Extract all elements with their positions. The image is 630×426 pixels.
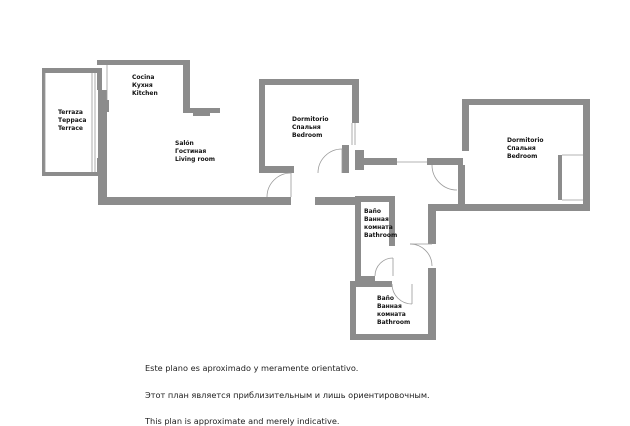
kitchen-wall-right bbox=[183, 60, 190, 112]
bath1-wall-left bbox=[355, 196, 361, 281]
bedroom2-closet bbox=[558, 155, 562, 200]
bedroom2-wall-top bbox=[462, 99, 590, 105]
bath2-label: Baño Ванная комната Bathroom bbox=[377, 295, 411, 326]
corridor-door-arc bbox=[432, 165, 457, 190]
terrace-label: Terraza Терраса Terrace bbox=[58, 109, 87, 132]
bedroom1-wall-bottom bbox=[259, 166, 294, 173]
bath1-door-arc bbox=[375, 258, 393, 276]
bedroom1-wall-left bbox=[259, 79, 265, 173]
bath1-label: Baño Ванная комната Bathroom bbox=[364, 208, 398, 239]
kitchen-partition bbox=[100, 100, 109, 112]
bedroom1-wall-right bbox=[352, 79, 359, 123]
bedroom2-wall-left bbox=[462, 99, 469, 151]
kitchen-column bbox=[193, 108, 210, 116]
corridor2-door-arc bbox=[410, 244, 432, 266]
corridor-box bbox=[355, 150, 364, 170]
terrace-divider bbox=[97, 68, 102, 90]
terrace-wall-top bbox=[42, 68, 102, 73]
living-door-arc bbox=[267, 173, 291, 197]
kitchen-label: Cocina Кухня Kitchen bbox=[132, 74, 158, 97]
bedroom1-wall-bottom-right bbox=[342, 145, 349, 173]
bedroom2-wall-left-lower bbox=[458, 165, 465, 210]
bedroom1-label: Dormitorio Спальня Bedroom bbox=[292, 116, 329, 139]
living-label: Salón Гостиная Living room bbox=[175, 140, 215, 163]
kitchen-wall-top bbox=[97, 60, 190, 65]
corridor-right-wall-lower bbox=[428, 268, 436, 340]
bedroom2-label: Dormitorio Спальня Bedroom bbox=[507, 137, 544, 160]
bath2-wall-left bbox=[350, 282, 356, 340]
living-bottom-wall-right bbox=[315, 197, 360, 205]
corridor-right-wall bbox=[428, 204, 436, 244]
disclaimer-english: This plan is approximate and merely indicative. bbox=[145, 416, 340, 426]
bedroom1-door-arc bbox=[318, 149, 342, 173]
terrace-wall-left bbox=[42, 68, 45, 176]
corridor-wall-top-right bbox=[427, 158, 463, 165]
walls bbox=[42, 60, 590, 340]
disclaimer-russian: Этот план является приблизительным и лишь ориентировочным. bbox=[145, 390, 430, 400]
living-bottom-wall bbox=[98, 197, 291, 205]
bath2-wall-top bbox=[350, 281, 392, 287]
bedroom2-wall-bottom bbox=[430, 204, 590, 211]
bedroom2-wall-right bbox=[583, 99, 590, 211]
terrace-wall-bottom bbox=[42, 172, 100, 176]
disclaimer-spanish: Este plano es aproximado y meramente orientativo. bbox=[145, 363, 359, 373]
bedroom1-wall-top bbox=[259, 79, 359, 85]
bath2-wall-bottom bbox=[350, 334, 436, 340]
